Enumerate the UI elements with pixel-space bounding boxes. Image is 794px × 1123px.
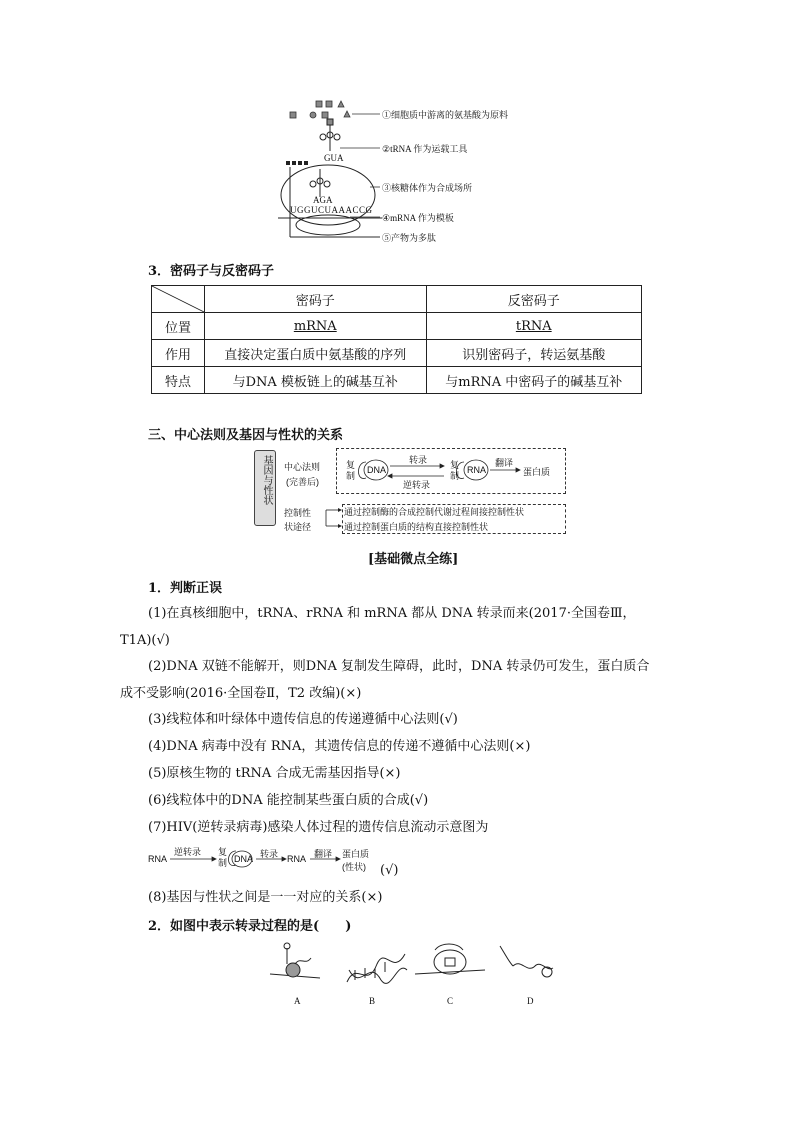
judge-item-6: (6)线粒体中的DNA 能控制某些蛋白质的合成(√) (148, 793, 429, 808)
cell-codon: 直接决定蛋白质中氨基酸的序列 (205, 340, 427, 367)
rna-label: RNA (467, 465, 487, 475)
dogma-sub: (完善后) (286, 477, 319, 487)
judge-item-2b: 成不受影响(2016·全国卷Ⅱ，T2 改编)(×) (120, 686, 362, 701)
transcribe-label: 转录 (409, 455, 428, 465)
mrna-sequence: UGGUCUAAACCG (290, 205, 373, 215)
option-images (265, 940, 565, 1000)
q2-text: 2．如图中表示转录过程的是( ) (148, 919, 352, 934)
path1: 通过控制酶的合成控制代谢过程间接控制性状 (344, 507, 525, 517)
anticodon-label: GUA (324, 153, 344, 163)
amino-acid-icons (290, 101, 350, 118)
anticodon2-label: AGA (313, 195, 333, 205)
table-row (152, 286, 642, 313)
fig-label-3: ③核糖体作为合成场所 (382, 183, 473, 193)
codon-table (151, 285, 642, 394)
fig-label-1: ①细胞质中游离的氨基酸为原料 (382, 110, 509, 120)
option-b-image (347, 954, 407, 983)
cell-anticodon: 识别密码子，转运氨基酸 (426, 340, 641, 367)
option-b-label: B (369, 996, 376, 1006)
hiv-protein: 蛋白质 (342, 849, 370, 859)
table-row (152, 313, 642, 340)
table-row (152, 340, 642, 367)
path-brace (322, 504, 342, 532)
hiv-flow (148, 843, 408, 883)
hiv-tl: 翻译 (314, 849, 333, 859)
q1-heading: 1．判断正误 (148, 581, 223, 596)
gene-trait-box (254, 450, 276, 526)
row-label: 作用 (152, 340, 205, 367)
hiv-rna2: RNA (287, 854, 307, 864)
hiv-trait: (性状) (342, 862, 366, 872)
replicate-label-1: 复制 (346, 460, 356, 481)
fig-label-2: ②tRNA 作为运载工具 (382, 144, 468, 154)
protein-label: 蛋白质 (523, 467, 551, 477)
judge-item-7: (7)HIV(逆转录病毒)感染人体过程的遗传信息流动示意图为 (148, 820, 489, 835)
judge-item-3: (3)线粒体和叶绿体中遗传信息的传递遵循中心法则(√) (148, 712, 458, 727)
hiv-tr: 转录 (260, 849, 279, 859)
replicate-label-2: 复制 (450, 460, 460, 481)
translate-label: 翻译 (495, 458, 514, 468)
hiv-dna: DNA (234, 854, 254, 864)
cell-anticodon: tRNA (426, 313, 641, 340)
option-a-image (270, 943, 320, 978)
path2: 通过控制蛋白质的结构直接控制性状 (344, 522, 489, 532)
option-a-label: A (294, 996, 301, 1006)
reverse-label: 逆转录 (403, 480, 431, 490)
row-label: 特点 (152, 367, 205, 394)
hiv-rna1: RNA (148, 854, 168, 864)
header-codon: 密码子 (205, 286, 427, 313)
option-d-image (500, 946, 553, 977)
corner-cell (152, 286, 205, 313)
control-label: 控制性 (284, 508, 312, 518)
section3-heading: 3．密码子与反密码子 (148, 264, 275, 279)
fig-label-5: ⑤产物为多肽 (382, 233, 437, 243)
dna-label: DNA (367, 465, 387, 475)
option-d-label: D (527, 996, 534, 1006)
central-diagram (254, 448, 574, 536)
judge-item-1b: T1A)(√) (120, 633, 170, 648)
row-label: 位置 (152, 313, 205, 340)
cell-codon: 与DNA 模板链上的碱基互补 (205, 367, 427, 394)
judge-item-8: (8)基因与性状之间是一一对应的关系(×) (148, 890, 383, 905)
dogma-label: 中心法则 (284, 462, 321, 472)
judge-item-2a: (2)DNA 双链不能解开，则DNA 复制发生障碍，此时，DNA 转录仍可发生，蛋白质合 (148, 659, 650, 674)
judge-item-4: (4)DNA 病毒中没有 RNA，其遗传信息的传递不遵循中心法则(×) (148, 739, 531, 754)
gene-trait-label: 基因与性状 (261, 455, 272, 505)
control-sub: 状途径 (284, 522, 312, 532)
option-c-image (415, 944, 485, 974)
hiv-rt: 逆转录 (174, 847, 202, 857)
practice-title: [基础微点全练] (368, 552, 459, 567)
cell-anticodon: 与mRNA 中密码子的碱基互补 (426, 367, 641, 394)
judge-item-1a: (1)在真核细胞中，tRNA、rRNA 和 mRNA 都从 DNA 转录而来(2017·全国卷Ⅲ， (148, 606, 636, 621)
trna-icon (320, 119, 340, 151)
cell-codon: mRNA (205, 313, 427, 340)
option-c-label: C (447, 996, 454, 1006)
header-anticodon: 反密码子 (426, 286, 641, 313)
fig-label-4: ④mRNA 作为模板 (382, 213, 454, 223)
judge-item-5: (5)原核生物的 tRNA 合成无需基因指导(×) (148, 766, 401, 781)
central-heading: 三、中心法则及基因与性状的关系 (148, 428, 344, 443)
hiv-mark: (√) (380, 863, 399, 878)
hiv-rep: 复制 (218, 847, 228, 868)
table-row (152, 367, 642, 394)
